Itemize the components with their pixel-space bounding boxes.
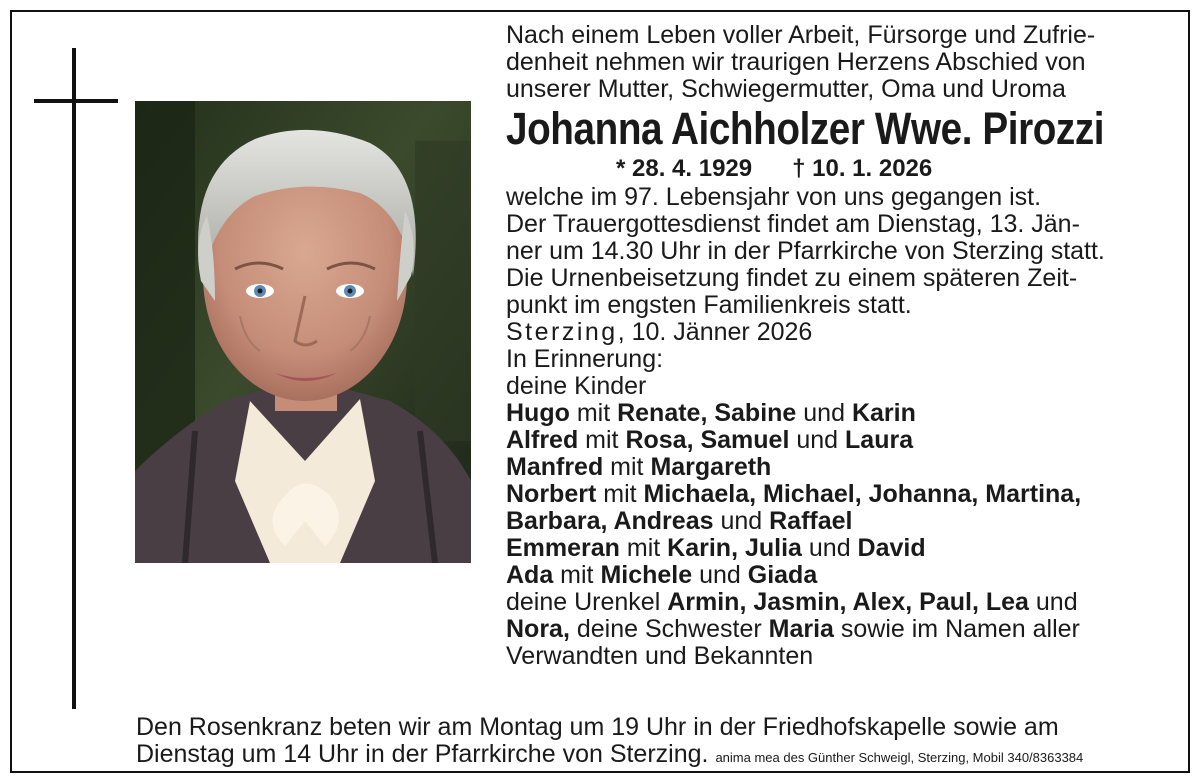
date: , 10. Jänner 2026 [617,318,813,346]
place: Sterzing [506,318,618,346]
body-line: welche im 97. Lebensjahr von uns gegangen ist. [506,183,1042,211]
great-grandchildren-cont: Nora, deine Schwester Maria sowie im Namen aller [506,615,1080,643]
body-line: Der Trauergottesdienst findet am Dienstag, 13. Jän- [506,210,1080,238]
children-label: deine Kinder [506,372,647,400]
body-line: punkt im engsten Familienkreis statt. [506,291,912,319]
family-hugo: Hugo mit Renate, Sabine und Karin [506,399,916,427]
portrait-photo [135,101,471,563]
great-grandchildren: deine Urenkel Armin, Jasmin, Alex, Paul, Lea und [506,588,1078,616]
family-ada: Ada mit Michele und Giada [506,561,818,589]
intro-line: unserer Mutter, Schwiegermutter, Oma und Uroma [506,75,1066,103]
family-norbert: Norbert mit Michaela, Michael, Johanna, Martina, [506,480,1082,508]
deceased-name: Johanna Aichholzer Wwe. Pirozzi [506,103,1105,154]
place-date [506,319,1178,346]
intro-line: denheit nehmen wir traurigen Herzens Abschied von [506,48,1086,76]
memory-label: In Erinnerung: [506,345,664,373]
closing-line: Verwandten und Bekannten [506,642,814,670]
notice-text [506,22,1178,670]
death-date: † 10. 1. 2026 [792,155,933,182]
intro-line: Nach einem Leben voller Arbeit, Fürsorge und Zufrie- [506,21,1096,49]
birth-date: * 28. 4. 1929 [616,155,753,182]
rosary-text [136,714,1186,771]
cross-icon [72,48,76,709]
family-emmeran: Emmeran mit Karin, Julia und David [506,534,926,562]
family-alfred: Alfred mit Rosa, Samuel und Laura [506,426,914,454]
family-norbert-cont: Barbara, Andreas und Raffael [506,507,853,535]
body-line: Die Urnenbeisetzung findet zu einem späteren Zeit- [506,264,1078,292]
life-dates [506,155,1178,183]
rosary-line: Den Rosenkranz beten wir am Montag um 19 Uhr in der Friedhofskapelle sowie am [136,713,1059,741]
family-manfred: Manfred mit Margareth [506,453,772,481]
cross-icon-bar [34,99,118,103]
body-line: ner um 14.30 Uhr in der Pfarrkirche von Sterzing statt. [506,237,1105,265]
rosary-line-2: Dienstag um 14 Uhr in der Pfarrkirche von Sterzing. anima mea des Günther Schweigl, Sterzing, Mobil 340/8363384 [136,740,1084,768]
credit: anima mea des Günther Schweigl, Sterzing, Mobil 340/8363384 [715,750,1084,765]
